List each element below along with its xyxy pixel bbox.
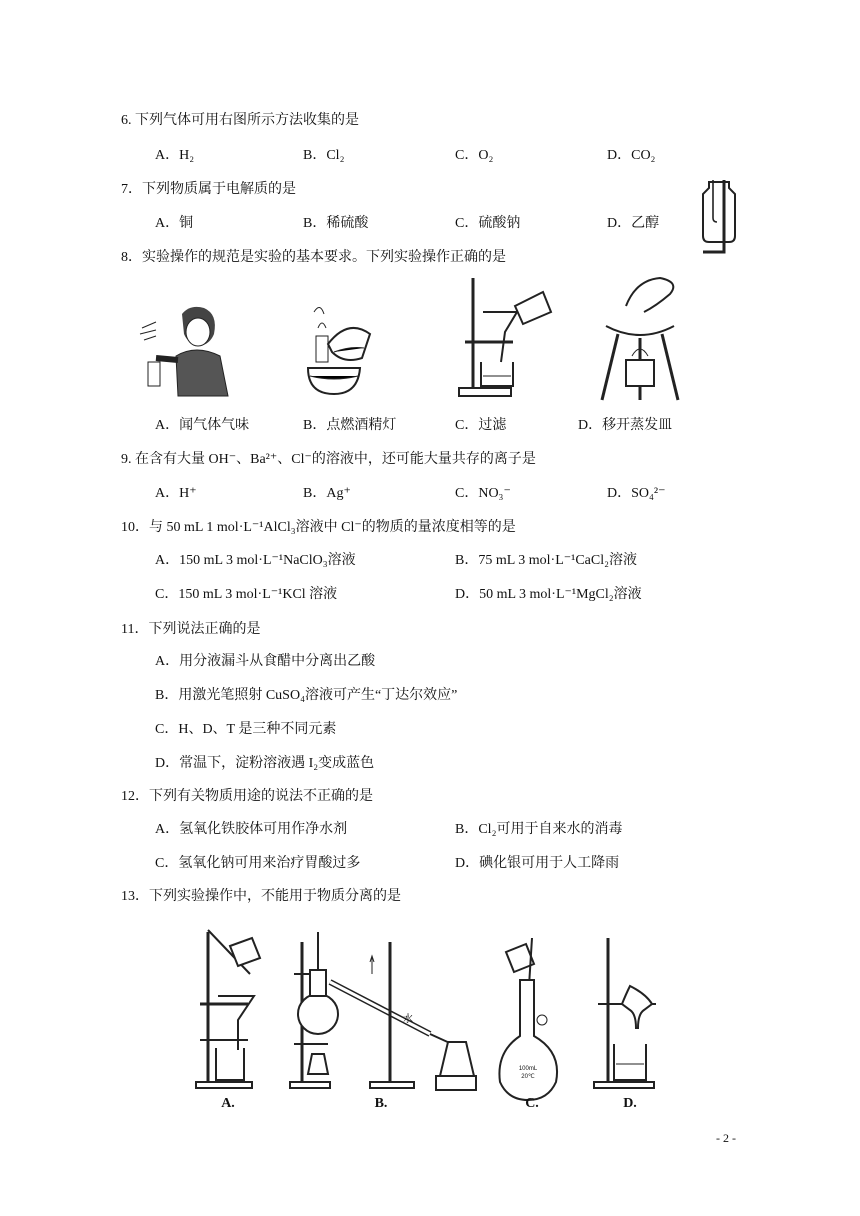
apparatus-b-distillation (290, 932, 476, 1090)
q6-stem: 6. 下列气体可用右图所示方法收集的是 (121, 113, 359, 128)
q8-option-d: D．移开蒸发皿 (578, 418, 673, 433)
q7-stem: 7．下列物质属于电解质的是 (121, 182, 296, 197)
q12-option-a: A．氢氧化铁胶体可用作净水剂 (155, 822, 348, 837)
q6-option-c: C．O₂ (455, 148, 494, 163)
q12-stem: 12．下列有关物质用途的说法不正确的是 (121, 789, 373, 804)
apparatus-a-filtration (196, 930, 260, 1088)
separation-apparatus-figure (190, 924, 680, 1114)
removing-evaporating-dish-figure (596, 276, 686, 406)
q12-option-d: D．碘化银可用于人工降雨 (455, 856, 620, 871)
q12-option-c: C．氢氧化钠可用来治疗胃酸过多 (155, 856, 361, 871)
filtration-figure (453, 276, 553, 400)
page-number: - 2 - (716, 1131, 736, 1145)
q7-option-c: C．硫酸钠 (455, 216, 521, 231)
gas-collection-bottle-figure (697, 178, 741, 258)
q9-option-b: B．Ag⁺ (303, 486, 351, 501)
flask-temperature-label: 20℃ (521, 1074, 535, 1080)
q7-option-a: A．铜 (155, 216, 194, 231)
q7-option-d: D．乙醇 (607, 216, 660, 231)
q13-stem: 13．下列实验操作中，不能用于物质分离的是 (121, 889, 401, 904)
water-label: 水 (403, 1014, 413, 1025)
q10-option-a: A．150 mL 3 mol·L⁻¹NaClO₃溶液 (155, 553, 356, 568)
figure-label-a: A. (221, 1096, 235, 1111)
q12-option-b: B．Cl₂可用于自来水的消毒 (455, 822, 623, 837)
q10-option-c: C．150 mL 3 mol·L⁻¹KCl 溶液 (155, 587, 338, 602)
figure-label-c: C. (525, 1096, 539, 1111)
q10-stem: 10．与 50 mL 1 mol·L⁻¹AlCl₃溶液中 Cl⁻的物质的量浓度相等的是 (121, 520, 516, 535)
q11-option-d: D．常温下，淀粉溶液遇 I₂变成蓝色 (155, 756, 375, 771)
figure-label-d: D. (623, 1096, 637, 1111)
smelling-gas-figure (138, 300, 234, 400)
q9-option-a: A．H⁺ (155, 486, 197, 501)
q7-option-b: B．稀硫酸 (303, 216, 369, 231)
apparatus-d-separatory-funnel (594, 938, 656, 1088)
q11-stem: 11．下列说法正确的是 (121, 622, 261, 637)
q8-stem: 8．实验操作的规范是实验的基本要求。下列实验操作正确的是 (121, 250, 506, 265)
q8-option-b: B．点燃酒精灯 (303, 418, 397, 433)
q6-option-a: A．H₂ (155, 148, 195, 163)
q11-option-b: B．用激光笔照射 CuSO₄溶液可产生“丁达尔效应” (155, 688, 458, 703)
q10-option-d: D．50 mL 3 mol·L⁻¹MgCl₂溶液 (455, 587, 642, 602)
figure-label-b: B. (374, 1096, 388, 1111)
flask-volume-label: 100mL (518, 1066, 538, 1072)
q9-stem: 9. 在含有大量 OH⁻、Ba²⁺、Cl⁻的溶液中，还可能大量共存的离子是 (121, 452, 536, 467)
q6-option-d: D．CO₂ (607, 148, 656, 163)
q8-option-c: C．过滤 (455, 418, 507, 433)
q10-option-b: B．75 mL 3 mol·L⁻¹CaCl₂溶液 (455, 553, 637, 568)
q11-option-a: A．用分液漏斗从食醋中分离出乙酸 (155, 654, 376, 669)
q9-option-d: D．SO₄²⁻ (607, 486, 666, 501)
q11-option-c: C．H、D、T 是三种不同元素 (155, 722, 337, 737)
lighting-alcohol-lamp-figure (298, 298, 380, 398)
q6-option-b: B．Cl₂ (303, 148, 345, 163)
q9-option-c: C．NO₃⁻ (455, 486, 511, 501)
q8-option-a: A．闻气体气味 (155, 418, 250, 433)
